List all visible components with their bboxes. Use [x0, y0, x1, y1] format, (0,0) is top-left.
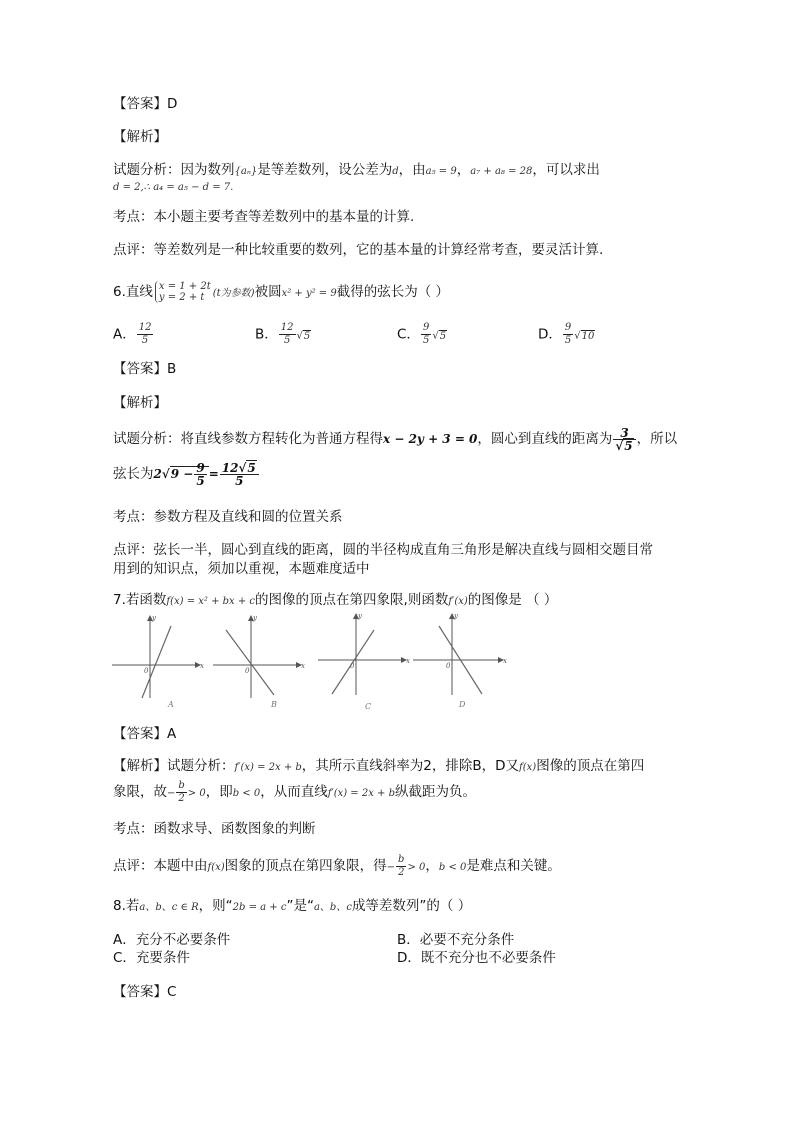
radical: √9 − $\frac{9}{5}$ [162, 466, 209, 481]
q6-dianping-line1: 点评：弦长一半，圆心到直线的距离，圆的半径构成直角三角形是解决直线与圆相交题目常 [113, 542, 653, 558]
graph-d [413, 612, 507, 709]
graph-label-c: C [365, 702, 372, 711]
text: 的图像是 （ ） [467, 592, 558, 608]
formula: f′(x) [448, 596, 468, 607]
radical: √10 [574, 330, 595, 342]
q5-dianping: 点评：等差数列是一种比较重要的数列，它的基本量的计算经常考查，要灵活计算. [113, 242, 604, 258]
graph-b [213, 614, 305, 709]
denominator: 5 [564, 335, 572, 346]
q6-analysis-title: 【解析】 [113, 395, 167, 411]
numerator: 9 [564, 322, 572, 333]
q6-option-a [113, 322, 154, 347]
line-b [226, 630, 274, 695]
numerator: b [178, 779, 185, 791]
denominator: 5 [422, 335, 430, 346]
graph-c [318, 612, 410, 711]
text: 试题分析：将直线参数方程转化为普通方程得 [113, 431, 383, 447]
radicand: 5 [247, 460, 256, 475]
formula: f′(x) = 2x + b [234, 762, 302, 773]
formula: b < 0 [232, 788, 261, 799]
numerator: 12 [280, 322, 294, 333]
formula: a、b、c ∈ R [139, 902, 199, 913]
formula: − [386, 862, 396, 873]
formula: > 0 [407, 862, 426, 873]
q6-dianping-line2: 用到的知识点，须加以重视，本题难度适中 [113, 561, 370, 577]
numerator: 9 [196, 461, 205, 475]
origin-label: 0 [446, 662, 451, 670]
text: 8.若 [113, 898, 140, 914]
text: ， [425, 858, 439, 874]
formula: x² + y² = 9 [281, 288, 337, 299]
formula: f(x) [519, 762, 537, 773]
formula: x − 2y + 3 = 0 [383, 432, 478, 446]
formula: f(x) [207, 862, 225, 873]
q7-dianping [113, 852, 561, 882]
formula: d = 2,∴ a₄ = a₅ − d = 7. [113, 182, 234, 193]
numerator: 12 [138, 322, 152, 333]
text: ，所以 [636, 431, 678, 447]
text: 【解析】试题分析： [113, 758, 235, 774]
formula: 2 [153, 467, 162, 481]
text: 弦长为 [113, 466, 154, 482]
equation: x = 1 + 2t [158, 281, 211, 292]
graph-label-b: B [271, 700, 277, 709]
text: 截得的弦长为（ ） [336, 284, 450, 300]
fraction [137, 322, 154, 347]
q7-answer: 【答案】A [113, 726, 177, 742]
text: ，圆心到直线的距离为 [477, 431, 613, 447]
denominator: 5 [283, 335, 291, 346]
formula: 2b = a + c [232, 902, 287, 913]
formula: (t为参数) [212, 288, 255, 299]
text: 是等差数列，设公差为 [257, 162, 393, 178]
q8-option-a: A．充分不必要条件 [113, 932, 231, 948]
formula: b < 0 [438, 862, 467, 873]
q6-analysis-line2 [113, 458, 260, 490]
q8-option-c: C．充要条件 [113, 950, 190, 966]
fraction [563, 322, 573, 347]
q8-option-d: D．既不充分也不必要条件 [397, 950, 556, 966]
radicand: 5 [439, 330, 447, 342]
numerator: 3 [613, 427, 635, 440]
q6-option-b [255, 322, 311, 347]
denominator: 2 [398, 866, 405, 878]
text: ，即 [205, 784, 233, 800]
axis-y-label: y [454, 612, 458, 620]
q7-graph-options [108, 610, 518, 715]
numerator: b [398, 853, 405, 865]
axis-x-label: x [301, 662, 305, 670]
fraction [176, 780, 186, 805]
text: 是难点和关键。 [466, 858, 561, 874]
q8-stem [113, 897, 471, 917]
q6-answer: 【答案】B [113, 361, 177, 377]
axis-x-label: x [200, 662, 204, 670]
denominator: 5 [141, 335, 149, 346]
radical: √5 [296, 330, 311, 342]
fraction [279, 322, 296, 347]
param-system [155, 281, 211, 303]
q5-analysis-line2 [113, 177, 233, 197]
q6-analysis-line1 [113, 424, 677, 454]
radicand: 5 [303, 330, 311, 342]
denominator: 2 [178, 792, 185, 804]
q8-option-b: B．必要不充分条件 [397, 932, 515, 948]
numerator: 9 [422, 322, 430, 333]
fraction [421, 322, 431, 347]
text: ，可以求出 [532, 162, 600, 178]
formula: a₅ = 9 [425, 166, 457, 177]
axis-y-label: y [253, 614, 257, 622]
axis-y-label: y [358, 612, 362, 620]
numerator: 12√5 [220, 462, 259, 475]
origin-label: 0 [245, 667, 250, 675]
option-label: A． [113, 326, 136, 343]
q5-answer: 【答案】D [113, 96, 178, 112]
text: ，从而直线 [260, 784, 328, 800]
q5-analysis-title: 【解析】 [113, 129, 167, 145]
option-label: D． [538, 326, 562, 343]
text: 试题分析：因为数列 [113, 162, 235, 178]
q8-answer: 【答案】C [113, 984, 177, 1000]
q7-analysis-line1 [113, 757, 644, 777]
denominator: 5 [235, 473, 244, 488]
text: 图象的顶点在第四象限，得 [224, 858, 387, 874]
fraction [396, 854, 406, 879]
line-a [142, 626, 171, 698]
graph-label-d: D [459, 700, 466, 709]
text: ， [456, 162, 471, 178]
text: 图像的顶点在第四 [536, 758, 645, 774]
formula: a₇ + a₈ = 28 [470, 166, 533, 177]
text: 被圆 [254, 284, 282, 300]
q7-analysis-line2 [113, 778, 476, 808]
text: 点评：本题中由 [113, 858, 208, 874]
option-label: C． [397, 326, 420, 343]
text: 的图像的顶点在第四象限,则函数 [255, 592, 449, 608]
q6-option-d [538, 322, 595, 347]
formula: 12 [221, 460, 239, 475]
text: ”是“ [286, 898, 314, 914]
formula: d [392, 166, 399, 177]
q6-kaodian: 考点：参数方程及直线和圆的位置关系 [113, 509, 343, 525]
text: ，由 [398, 162, 426, 178]
q5-kaodian: 考点：本小题主要考查等差数列中的基本量的计算. [113, 209, 415, 225]
graph-label-a: A [168, 700, 174, 709]
formula: − [167, 788, 176, 799]
radicand: 10 [581, 330, 595, 342]
origin-label: 0 [350, 662, 355, 670]
option-label: B． [255, 326, 278, 343]
formula: > 0 [187, 788, 206, 799]
formula: f′(x) = 2x + b [327, 788, 396, 799]
equation: y = 2 + t [158, 292, 205, 303]
q7-kaodian: 考点：函数求导、函数图象的判断 [113, 821, 316, 837]
formula: {aₙ} [234, 166, 258, 177]
text: ，则“ [198, 898, 233, 914]
text: ，其所示直线斜率为2，排除B，D又 [301, 758, 520, 774]
denominator: 5 [196, 474, 205, 488]
fraction [613, 427, 635, 452]
formula: = [208, 467, 219, 481]
origin-label: 0 [144, 667, 149, 675]
radicand [170, 461, 209, 488]
axis-y-label: y [152, 614, 156, 622]
fraction [220, 462, 259, 487]
denominator: √5 [615, 438, 633, 453]
text: 7.若函数 [113, 592, 167, 608]
formula: 9 − [170, 467, 194, 481]
radicand: 5 [624, 438, 633, 453]
text: 象限，故 [113, 784, 167, 800]
q6-option-c [397, 322, 447, 347]
text: 纵截距为负。 [395, 784, 477, 800]
formula: a、b、c [313, 902, 352, 913]
text: 6.直线 [113, 284, 153, 300]
axis-x-label: x [503, 657, 507, 665]
graph-a [112, 614, 204, 709]
q7-stem [113, 591, 557, 611]
fraction [194, 462, 206, 487]
q6-stem [113, 279, 449, 307]
formula: f(x) = x² + bx + c [166, 596, 256, 607]
radical: √5 [432, 330, 447, 342]
axis-x-label: x [406, 657, 410, 665]
text: 成等差数列”的（ ） [351, 898, 472, 914]
